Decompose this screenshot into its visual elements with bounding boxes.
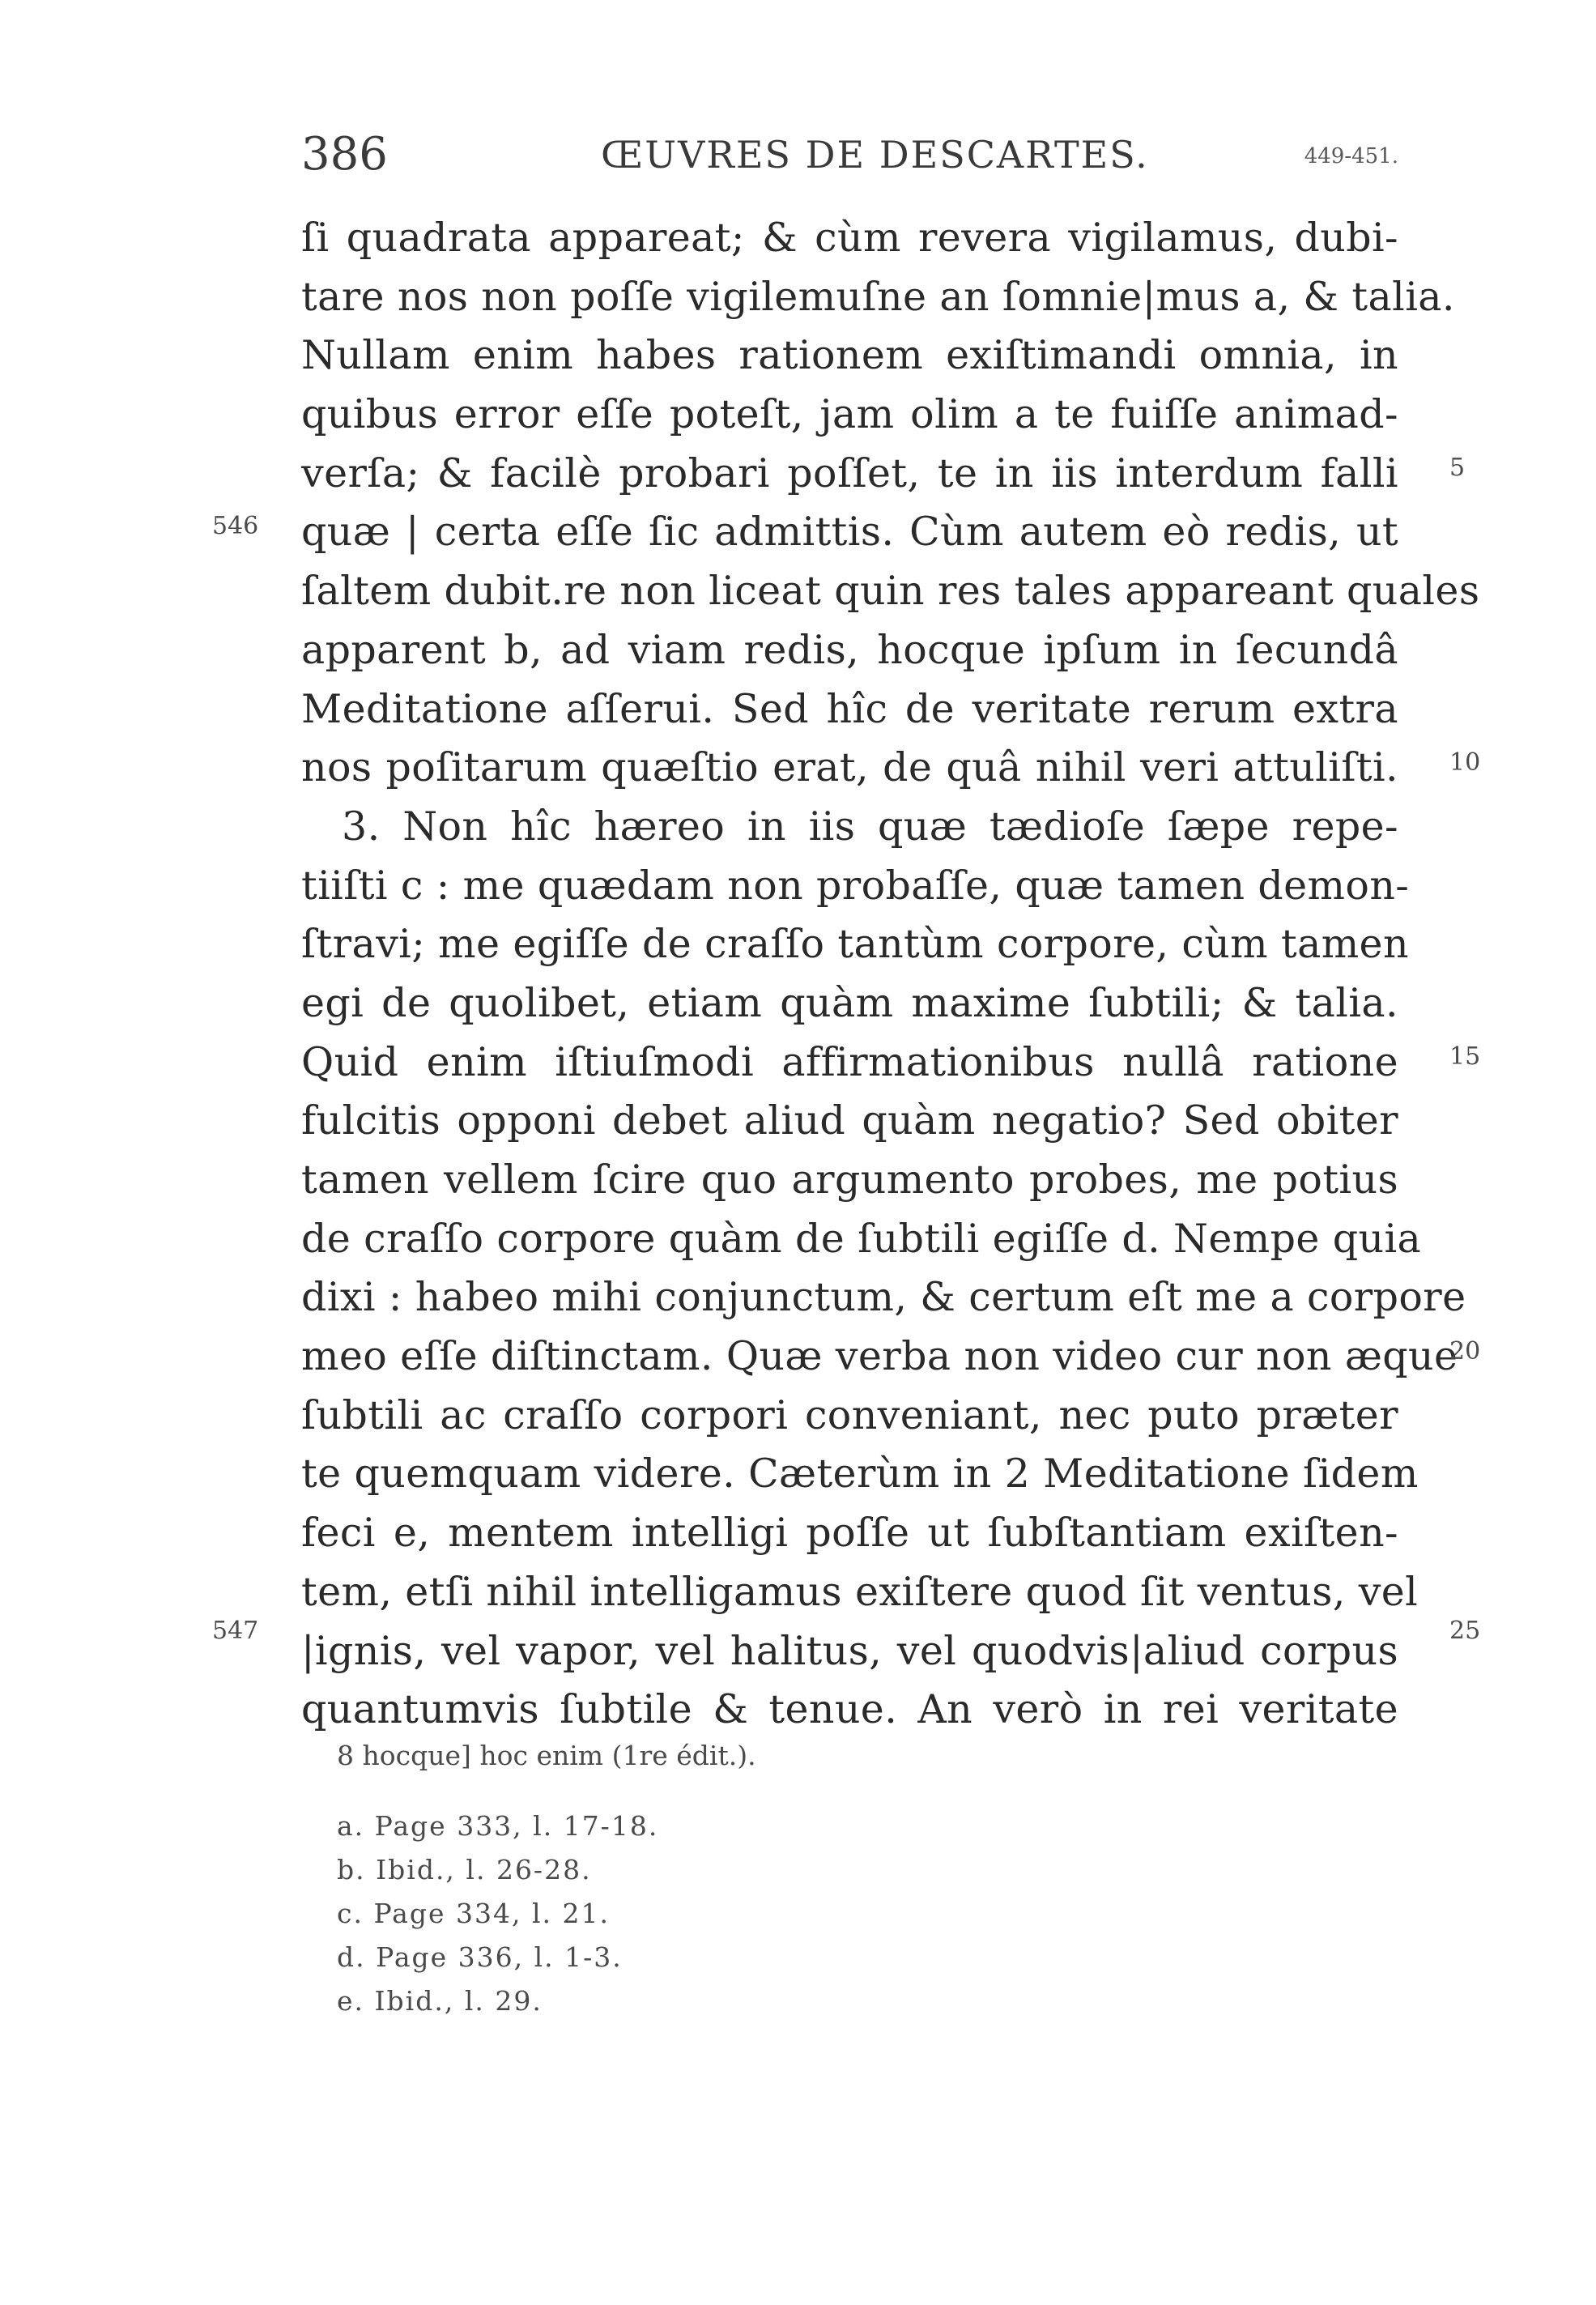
footnote: a. Page 333, l. 17-18. <box>337 1810 659 1842</box>
text-line: Meditatione aſſerui. Sed hîc de veritate rerum extra <box>301 685 1398 732</box>
text-line: fulcitis opponi debet aliud quàm negatio? Sed obiter <box>301 1097 1398 1144</box>
line-number: 15 <box>1449 1042 1481 1071</box>
text-line: apparent b, ad viam redis, hocque ipſum in ſecundâ <box>301 626 1398 673</box>
section-range: 449-451. <box>1304 144 1398 168</box>
footnotes <box>337 1804 658 2023</box>
text-line: tare nos non poſſe vigilemuſne an ſomnie|mus a, & talia. <box>301 273 1455 320</box>
line-number: 25 <box>1449 1617 1481 1645</box>
text-line: tem, etſi nihil intelligamus exiſtere quod ſit ventus, vel <box>301 1568 1419 1615</box>
text-line: verſa; & facilè probari poſſet, te in iis interdum falli <box>301 449 1398 496</box>
footnote: b. Ibid., l. 26-28. <box>337 1854 592 1885</box>
text-line: Quid enim iſtiuſmodi affirmationibus nullâ ratione <box>301 1038 1398 1085</box>
footnote: d. Page 336, l. 1-3. <box>337 1941 623 1973</box>
footnote: c. Page 334, l. 21. <box>337 1898 610 1929</box>
text-line: nos poſitarum quæſtio erat, de quâ nihil veri attuliſti. <box>301 744 1398 791</box>
line-number: 20 <box>1449 1337 1481 1366</box>
page-number: 386 <box>301 128 388 181</box>
line-number: 5 <box>1449 454 1466 482</box>
variant-reading: 8 hocque] hoc enim (1re édit.). <box>337 1740 756 1771</box>
text-line: |ignis, vel vapor, vel halitus, vel quodvis|aliud corpus <box>301 1627 1398 1674</box>
text-line: ſtravi; me egiſſe de craſſo tantùm corpore, cùm tamen <box>301 921 1409 968</box>
text-line: Nullam enim habes rationem exiſtimandi omnia, in <box>301 332 1398 379</box>
text-line: ſi quadrata appareat; & cùm revera vigilamus, dubi- <box>301 215 1398 261</box>
text-line: feci e, mentem intelligi poſſe ut ſubſtantiam exiſten- <box>301 1510 1398 1557</box>
text-line: quæ | certa eſſe ſic admittis. Cùm autem eò redis, ut <box>301 509 1398 556</box>
text-line: te quemquam videre. Cæterùm in 2 Meditatione ſidem <box>301 1451 1419 1498</box>
text-line: de craſſo corpore quàm de ſubtili egiſſe d. Nempe quia <box>301 1215 1422 1262</box>
text-line: quantumvis ſubtile & tenue. An verò in rei veritate <box>301 1686 1398 1733</box>
margin-page-ref: 546 <box>212 512 259 540</box>
text-line: ſubtili ac craſſo corpori conveniant, nec puto præter <box>301 1391 1398 1438</box>
text-line: quibus error eſſe poteſt, jam olim a te fuiſſe animad- <box>301 391 1398 438</box>
text-line: meo eſſe diſtinctam. Quæ verba non video cur non æque <box>301 1333 1458 1380</box>
text-line: ſaltem dubit.re non liceat quin res tales appareant quales <box>301 568 1480 615</box>
line-number: 10 <box>1449 748 1481 777</box>
text-line: tiiſti c : me quædam non probaſſe, quæ tamen demon- <box>301 862 1410 909</box>
text-line: egi de quolibet, etiam quàm maxime ſubtili; & talia. <box>301 979 1398 1026</box>
footnote: e. Ibid., l. 29. <box>337 1985 543 2017</box>
page-header <box>301 128 1398 185</box>
running-title: ŒUVRES DE DESCARTES. <box>601 133 1149 177</box>
margin-page-ref: 547 <box>212 1617 259 1645</box>
text-line: tamen vellem ſcire quo argumento probes, me potius <box>301 1157 1398 1203</box>
text-line: 3. Non hîc hæreo in iis quæ tædioſe ſæpe repe- <box>342 803 1398 850</box>
text-line: dixi : habeo mihi conjunctum, & certum eſt me a corpore <box>301 1274 1466 1321</box>
